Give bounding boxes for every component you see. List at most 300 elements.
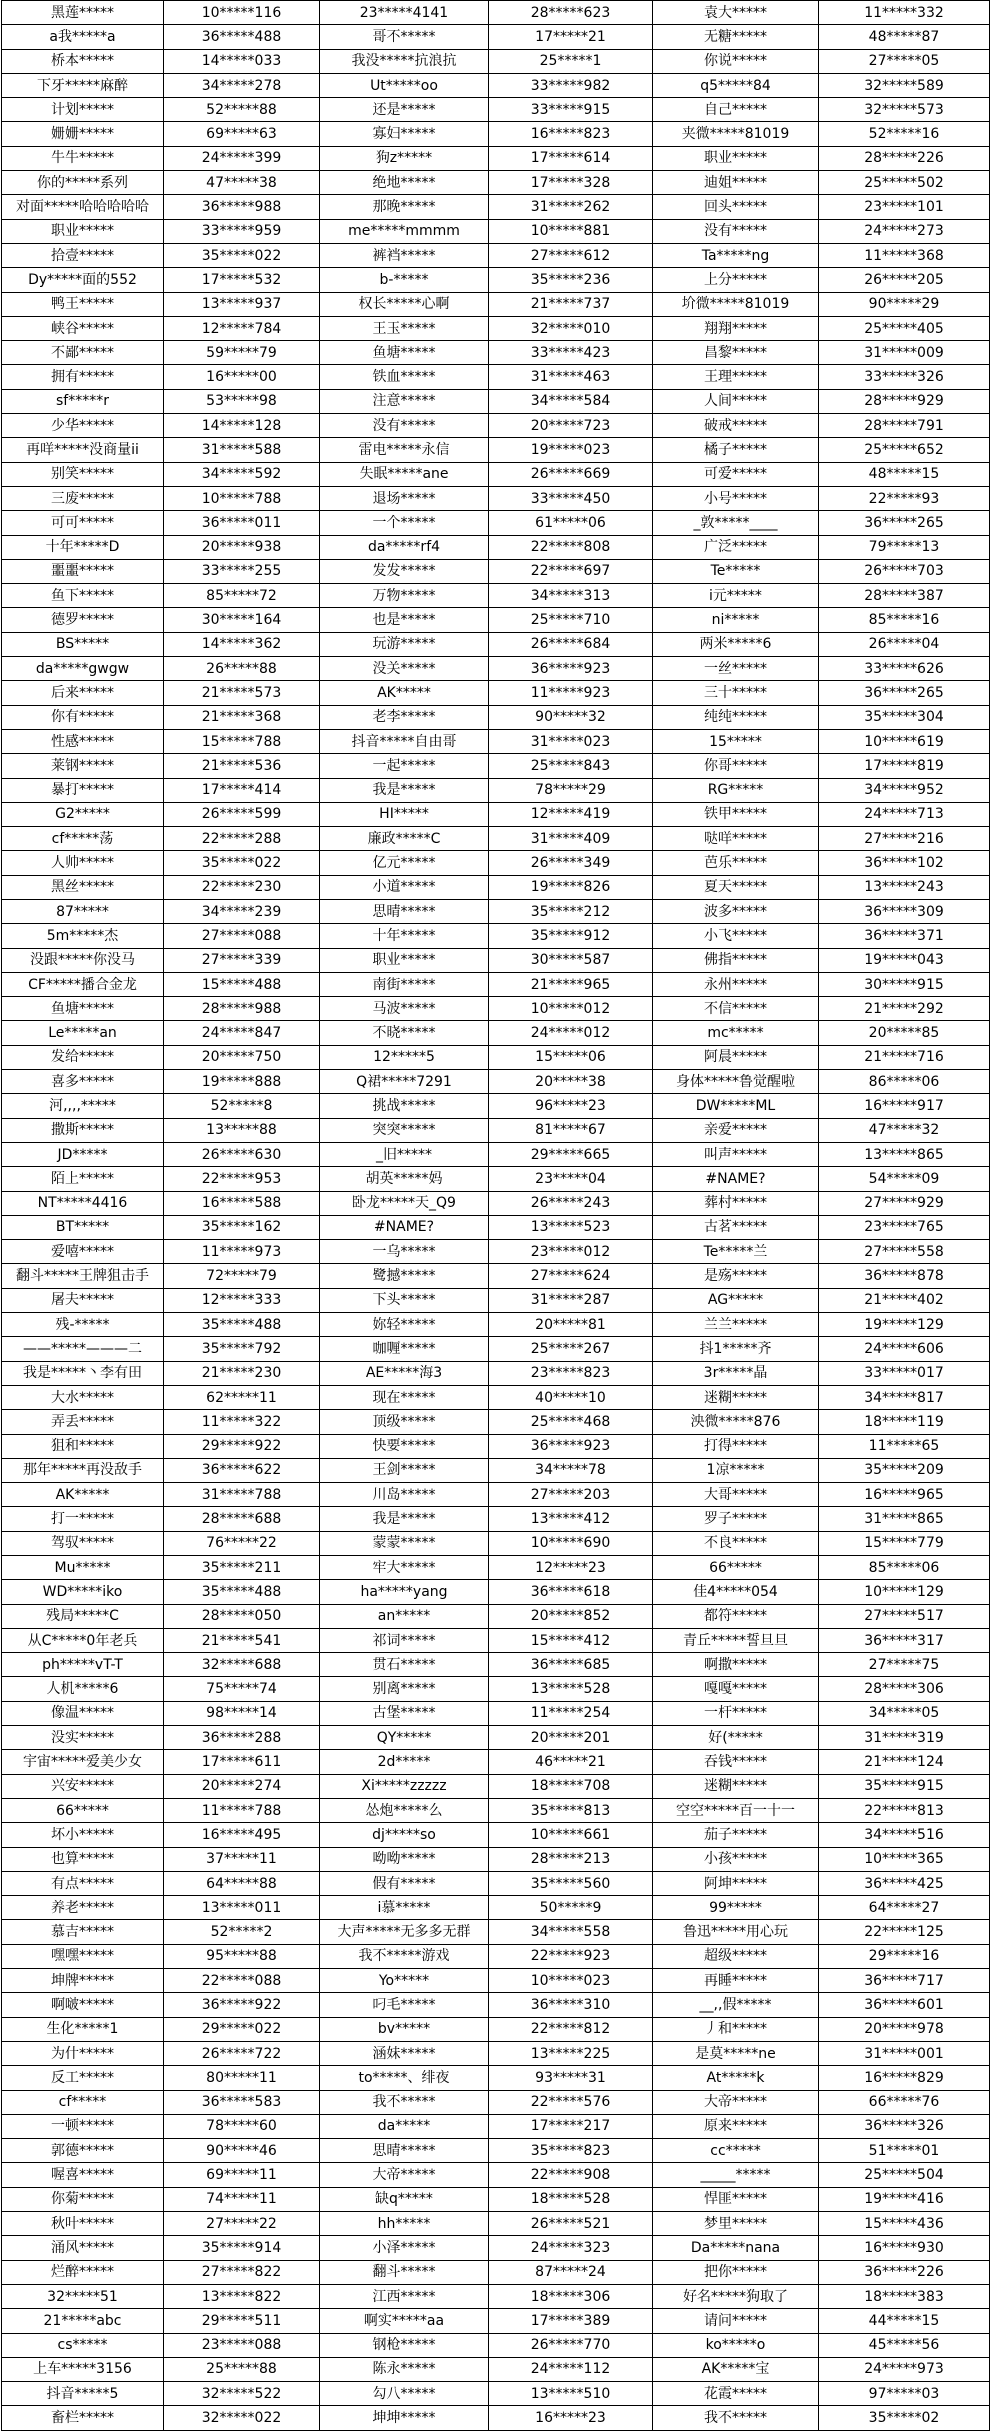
id-cell: 11*****332 bbox=[819, 1, 990, 25]
id-cell: 26*****88 bbox=[164, 657, 320, 681]
table-row bbox=[2, 608, 990, 632]
name-cell: 超级***** bbox=[653, 1944, 819, 1968]
id-cell: 52*****88 bbox=[164, 98, 320, 122]
id-cell: 28*****387 bbox=[819, 584, 990, 608]
id-cell: 24*****847 bbox=[164, 1021, 320, 1045]
table-row bbox=[2, 1118, 990, 1142]
id-cell: 18*****306 bbox=[489, 2284, 653, 2308]
name-cell: 可可***** bbox=[2, 511, 164, 535]
table-row bbox=[2, 49, 990, 73]
name-cell: 我不***** bbox=[320, 2090, 489, 2114]
table-row bbox=[2, 195, 990, 219]
name-cell: AK***** bbox=[2, 1483, 164, 1507]
name-cell: 慕吉***** bbox=[2, 1920, 164, 1944]
id-cell: 21*****541 bbox=[164, 1628, 320, 1652]
id-cell: 35*****914 bbox=[164, 2236, 320, 2260]
name-cell: 人机*****6 bbox=[2, 1677, 164, 1701]
name-cell: 喜多***** bbox=[2, 1070, 164, 1094]
table-row bbox=[2, 997, 990, 1021]
name-cell: 嘿嘿***** bbox=[2, 1944, 164, 1968]
name-cell: 梦里***** bbox=[653, 2212, 819, 2236]
name-cell: 妳轻***** bbox=[320, 1313, 489, 1337]
name-cell: i元***** bbox=[653, 584, 819, 608]
id-cell: 53*****98 bbox=[164, 389, 320, 413]
name-cell: 喔喜***** bbox=[2, 2163, 164, 2187]
id-cell: 31*****319 bbox=[819, 1726, 990, 1750]
name-cell: 迪姐***** bbox=[653, 171, 819, 195]
id-cell: 19*****023 bbox=[489, 438, 653, 462]
id-cell: 76*****22 bbox=[164, 1531, 320, 1555]
name-cell: 牢大***** bbox=[320, 1556, 489, 1580]
id-cell: 12*****23 bbox=[489, 1556, 653, 1580]
name-cell: hh***** bbox=[320, 2212, 489, 2236]
id-cell: 36*****310 bbox=[489, 1993, 653, 2017]
id-cell: 23*****012 bbox=[489, 1240, 653, 1264]
name-cell: 怂炮*****么 bbox=[320, 1798, 489, 1822]
id-cell: 21*****716 bbox=[819, 1045, 990, 1069]
id-cell: 34*****05 bbox=[819, 1701, 990, 1725]
id-cell: 22*****288 bbox=[164, 827, 320, 851]
table-row bbox=[2, 171, 990, 195]
name-cell: 身体*****鲁觉醒啦 bbox=[653, 1070, 819, 1094]
id-cell: 69*****11 bbox=[164, 2163, 320, 2187]
name-cell: 老李***** bbox=[320, 705, 489, 729]
id-cell: 22*****125 bbox=[819, 1920, 990, 1944]
name-cell: cf*****荡 bbox=[2, 827, 164, 851]
name-cell: Q裙*****7291 bbox=[320, 1070, 489, 1094]
id-cell: 16*****495 bbox=[164, 1823, 320, 1847]
id-cell: 33*****326 bbox=[819, 365, 990, 389]
table-row bbox=[2, 316, 990, 340]
id-cell: 30*****164 bbox=[164, 608, 320, 632]
table-row bbox=[2, 584, 990, 608]
name-cell: 郭德***** bbox=[2, 2139, 164, 2163]
id-cell: 32*****573 bbox=[819, 98, 990, 122]
table-row bbox=[2, 1896, 990, 1920]
name-cell: AK*****宝 bbox=[653, 2357, 819, 2381]
id-cell: 25*****267 bbox=[489, 1337, 653, 1361]
id-cell: 26*****684 bbox=[489, 632, 653, 656]
id-cell: 23*****088 bbox=[164, 2333, 320, 2357]
name-cell: 亿元***** bbox=[320, 851, 489, 875]
name-cell: 上车*****3156 bbox=[2, 2357, 164, 2381]
table-row bbox=[2, 1969, 990, 1993]
name-cell: 大帝***** bbox=[320, 2163, 489, 2187]
name-cell: 泱微*****876 bbox=[653, 1410, 819, 1434]
id-cell: 75*****74 bbox=[164, 1677, 320, 1701]
id-cell: 90*****32 bbox=[489, 705, 653, 729]
id-cell: 72*****79 bbox=[164, 1264, 320, 1288]
id-cell: 12*****333 bbox=[164, 1288, 320, 1312]
name-cell: AG***** bbox=[653, 1288, 819, 1312]
name-cell: 蒙蒙***** bbox=[320, 1531, 489, 1555]
name-cell: 古堡***** bbox=[320, 1701, 489, 1725]
name-cell: 为什***** bbox=[2, 2041, 164, 2065]
name-cell: 一丝***** bbox=[653, 657, 819, 681]
id-cell: 36*****923 bbox=[489, 1434, 653, 1458]
id-cell: 35*****211 bbox=[164, 1556, 320, 1580]
table-row bbox=[2, 1507, 990, 1531]
name-cell: 小泽***** bbox=[320, 2236, 489, 2260]
name-cell: 吞钱***** bbox=[653, 1750, 819, 1774]
table-row bbox=[2, 438, 990, 462]
id-cell: 28*****623 bbox=[489, 1, 653, 25]
id-cell: 11*****368 bbox=[819, 243, 990, 267]
table-row bbox=[2, 2090, 990, 2114]
table-row bbox=[2, 2017, 990, 2041]
id-cell: 20*****938 bbox=[164, 535, 320, 559]
name-cell: _敦*****____ bbox=[653, 511, 819, 535]
name-cell: 我不*****游戏 bbox=[320, 1944, 489, 1968]
name-cell: 注意***** bbox=[320, 389, 489, 413]
name-cell: BS***** bbox=[2, 632, 164, 656]
name-cell: 噩噩***** bbox=[2, 559, 164, 583]
name-cell: 阿坤***** bbox=[653, 1871, 819, 1895]
id-cell: 25*****502 bbox=[819, 171, 990, 195]
id-cell: 14*****128 bbox=[164, 414, 320, 438]
name-cell: 花霞***** bbox=[653, 2382, 819, 2406]
name-cell: 狙和***** bbox=[2, 1434, 164, 1458]
id-cell: 36*****622 bbox=[164, 1458, 320, 1482]
table-row bbox=[2, 972, 990, 996]
id-cell: 21*****402 bbox=[819, 1288, 990, 1312]
table-row bbox=[2, 511, 990, 535]
name-cell: 66***** bbox=[653, 1556, 819, 1580]
table-row bbox=[2, 414, 990, 438]
name-cell: 后来***** bbox=[2, 681, 164, 705]
id-cell: 24*****273 bbox=[819, 219, 990, 243]
id-cell: 26*****243 bbox=[489, 1191, 653, 1215]
name-cell: 再咩*****没商量ii bbox=[2, 438, 164, 462]
id-cell: 27*****22 bbox=[164, 2212, 320, 2236]
id-cell: 15*****488 bbox=[164, 972, 320, 996]
id-cell: 47*****32 bbox=[819, 1118, 990, 1142]
name-cell: HI***** bbox=[320, 802, 489, 826]
name-cell: 对面*****哈哈哈哈哈 bbox=[2, 195, 164, 219]
id-cell: 17*****389 bbox=[489, 2309, 653, 2333]
id-cell: 33*****423 bbox=[489, 341, 653, 365]
id-cell: 18*****383 bbox=[819, 2284, 990, 2308]
id-cell: 20*****852 bbox=[489, 1604, 653, 1628]
name-cell: 把你***** bbox=[653, 2260, 819, 2284]
id-cell: 95*****88 bbox=[164, 1944, 320, 1968]
name-cell: 坤坤***** bbox=[320, 2406, 489, 2430]
name-cell: 畜栏***** bbox=[2, 2406, 164, 2430]
id-cell: 27*****088 bbox=[164, 924, 320, 948]
name-cell: 残局*****C bbox=[2, 1604, 164, 1628]
name-cell: 大声*****无多多无群 bbox=[320, 1920, 489, 1944]
id-cell: 64*****27 bbox=[819, 1896, 990, 1920]
id-cell: 34*****78 bbox=[489, 1458, 653, 1482]
id-cell: 34*****516 bbox=[819, 1823, 990, 1847]
id-cell: 27*****929 bbox=[819, 1191, 990, 1215]
name-cell: 啊实*****aa bbox=[320, 2309, 489, 2333]
name-cell: 拥有***** bbox=[2, 365, 164, 389]
name-cell: 鸭王***** bbox=[2, 292, 164, 316]
name-cell: NT*****4416 bbox=[2, 1191, 164, 1215]
name-cell: 残-***** bbox=[2, 1313, 164, 1337]
id-cell: 22*****813 bbox=[819, 1798, 990, 1822]
name-cell: _旧***** bbox=[320, 1142, 489, 1166]
name-cell: 破戒***** bbox=[653, 414, 819, 438]
name-cell: #NAME? bbox=[320, 1215, 489, 1239]
name-cell: Da*****nana bbox=[653, 2236, 819, 2260]
name-cell: 87***** bbox=[2, 899, 164, 923]
name-cell: 翻斗*****王牌狙击手 bbox=[2, 1264, 164, 1288]
name-cell: 99***** bbox=[653, 1896, 819, 1920]
name-cell: 迷糊***** bbox=[653, 1774, 819, 1798]
name-cell: 思晴***** bbox=[320, 2139, 489, 2163]
table-row bbox=[2, 268, 990, 292]
player-table bbox=[1, 0, 990, 2431]
id-cell: 27*****203 bbox=[489, 1483, 653, 1507]
id-cell: 33*****915 bbox=[489, 98, 653, 122]
id-cell: 36*****226 bbox=[819, 2260, 990, 2284]
name-cell: 峡谷***** bbox=[2, 316, 164, 340]
table-row bbox=[2, 2139, 990, 2163]
table-row bbox=[2, 1337, 990, 1361]
player-table-body bbox=[2, 1, 990, 2431]
id-cell: 35*****02 bbox=[819, 2406, 990, 2430]
name-cell: 莱钢***** bbox=[2, 754, 164, 778]
name-cell: 烂醉***** bbox=[2, 2260, 164, 2284]
id-cell: 24*****323 bbox=[489, 2236, 653, 2260]
id-cell: 31*****262 bbox=[489, 195, 653, 219]
id-cell: 80*****11 bbox=[164, 2066, 320, 2090]
name-cell: 哥不***** bbox=[320, 25, 489, 49]
id-cell: 17*****532 bbox=[164, 268, 320, 292]
id-cell: 32*****688 bbox=[164, 1653, 320, 1677]
id-cell: 36*****265 bbox=[819, 681, 990, 705]
id-cell: 27*****339 bbox=[164, 948, 320, 972]
name-cell: 小孩***** bbox=[653, 1847, 819, 1871]
id-cell: 10*****023 bbox=[489, 1969, 653, 1993]
id-cell: 24*****606 bbox=[819, 1337, 990, 1361]
table-row bbox=[2, 1604, 990, 1628]
id-cell: 19*****129 bbox=[819, 1313, 990, 1337]
id-cell: 31*****001 bbox=[819, 2041, 990, 2065]
name-cell: q5*****84 bbox=[653, 73, 819, 97]
id-cell: 37*****11 bbox=[164, 1847, 320, 1871]
name-cell: 有点***** bbox=[2, 1871, 164, 1895]
id-cell: 69*****63 bbox=[164, 122, 320, 146]
id-cell: 36*****488 bbox=[164, 25, 320, 49]
table-row bbox=[2, 1434, 990, 1458]
name-cell: 小飞***** bbox=[653, 924, 819, 948]
name-cell: 勾八***** bbox=[320, 2382, 489, 2406]
id-cell: 21*****230 bbox=[164, 1361, 320, 1385]
id-cell: 35*****915 bbox=[819, 1774, 990, 1798]
name-cell: 鹭撼***** bbox=[320, 1264, 489, 1288]
name-cell: ko*****o bbox=[653, 2333, 819, 2357]
id-cell: 22*****808 bbox=[489, 535, 653, 559]
id-cell: 12*****784 bbox=[164, 316, 320, 340]
table-row bbox=[2, 754, 990, 778]
id-cell: 17*****611 bbox=[164, 1750, 320, 1774]
id-cell: 86*****06 bbox=[819, 1070, 990, 1094]
id-cell: 31*****287 bbox=[489, 1288, 653, 1312]
name-cell: 十年***** bbox=[320, 924, 489, 948]
table-row bbox=[2, 2041, 990, 2065]
name-cell: Ta*****ng bbox=[653, 243, 819, 267]
id-cell: 20*****274 bbox=[164, 1774, 320, 1798]
name-cell: 一起***** bbox=[320, 754, 489, 778]
name-cell: 失眠*****ane bbox=[320, 462, 489, 486]
name-cell: a我*****a bbox=[2, 25, 164, 49]
name-cell: 叫声***** bbox=[653, 1142, 819, 1166]
id-cell: 52*****16 bbox=[819, 122, 990, 146]
name-cell: 钢枪***** bbox=[320, 2333, 489, 2357]
name-cell: 鲁迅*****用心玩 bbox=[653, 1920, 819, 1944]
name-cell: 小道***** bbox=[320, 875, 489, 899]
name-cell: _____***** bbox=[653, 2163, 819, 2187]
name-cell: 宇宙*****爱美少女 bbox=[2, 1750, 164, 1774]
name-cell: 没有***** bbox=[320, 414, 489, 438]
name-cell: 王理***** bbox=[653, 365, 819, 389]
id-cell: 11*****322 bbox=[164, 1410, 320, 1434]
name-cell: 没关***** bbox=[320, 657, 489, 681]
name-cell: cc***** bbox=[653, 2139, 819, 2163]
name-cell: BT***** bbox=[2, 1215, 164, 1239]
name-cell: 叼毛***** bbox=[320, 1993, 489, 2017]
name-cell: 嘎嘎***** bbox=[653, 1677, 819, 1701]
id-cell: 32*****589 bbox=[819, 73, 990, 97]
name-cell: 别离***** bbox=[320, 1677, 489, 1701]
name-cell: 我是***** bbox=[320, 1507, 489, 1531]
id-cell: 29*****16 bbox=[819, 1944, 990, 1968]
name-cell: 2d***** bbox=[320, 1750, 489, 1774]
name-cell: 少华***** bbox=[2, 414, 164, 438]
id-cell: 15*****06 bbox=[489, 1045, 653, 1069]
name-cell: 挑战***** bbox=[320, 1094, 489, 1118]
id-cell: 11*****788 bbox=[164, 1798, 320, 1822]
id-cell: 20*****85 bbox=[819, 1021, 990, 1045]
id-cell: 22*****230 bbox=[164, 875, 320, 899]
name-cell: 大帝***** bbox=[653, 2090, 819, 2114]
id-cell: 96*****23 bbox=[489, 1094, 653, 1118]
table-row bbox=[2, 778, 990, 802]
name-cell: 坤牌***** bbox=[2, 1969, 164, 1993]
name-cell: 再睡***** bbox=[653, 1969, 819, 1993]
id-cell: 10*****690 bbox=[489, 1531, 653, 1555]
name-cell: 翔翔***** bbox=[653, 316, 819, 340]
table-row bbox=[2, 292, 990, 316]
id-cell: 35*****813 bbox=[489, 1798, 653, 1822]
table-row bbox=[2, 1531, 990, 1555]
name-cell: 咖喱***** bbox=[320, 1337, 489, 1361]
table-row bbox=[2, 243, 990, 267]
id-cell: 22*****697 bbox=[489, 559, 653, 583]
id-cell: 36*****685 bbox=[489, 1653, 653, 1677]
id-cell: 46*****21 bbox=[489, 1750, 653, 1774]
id-cell: 14*****362 bbox=[164, 632, 320, 656]
table-row bbox=[2, 1701, 990, 1725]
table-row bbox=[2, 2357, 990, 2381]
name-cell: cs***** bbox=[2, 2333, 164, 2357]
table-row bbox=[2, 1094, 990, 1118]
id-cell: 20*****978 bbox=[819, 2017, 990, 2041]
name-cell: 空空*****百一十一 bbox=[653, 1798, 819, 1822]
name-cell: 别笑***** bbox=[2, 462, 164, 486]
id-cell: 45*****56 bbox=[819, 2333, 990, 2357]
table-row bbox=[2, 632, 990, 656]
id-cell: 35*****022 bbox=[164, 243, 320, 267]
id-cell: 36*****265 bbox=[819, 511, 990, 535]
name-cell: 贯石***** bbox=[320, 1653, 489, 1677]
id-cell: 31*****463 bbox=[489, 365, 653, 389]
id-cell: 27*****558 bbox=[819, 1240, 990, 1264]
id-cell: 16*****588 bbox=[164, 1191, 320, 1215]
id-cell: 44*****15 bbox=[819, 2309, 990, 2333]
name-cell: 你说***** bbox=[653, 49, 819, 73]
id-cell: 33*****959 bbox=[164, 219, 320, 243]
id-cell: 15*****436 bbox=[819, 2212, 990, 2236]
name-cell: 上分***** bbox=[653, 268, 819, 292]
table-row bbox=[2, 219, 990, 243]
name-cell: 坏小***** bbox=[2, 1823, 164, 1847]
id-cell: 78*****29 bbox=[489, 778, 653, 802]
table-row bbox=[2, 2212, 990, 2236]
name-cell: 不晓***** bbox=[320, 1021, 489, 1045]
name-cell: 陌上***** bbox=[2, 1167, 164, 1191]
id-cell: 16*****917 bbox=[819, 1094, 990, 1118]
id-cell: 13*****88 bbox=[164, 1118, 320, 1142]
id-cell: 10*****012 bbox=[489, 997, 653, 1021]
id-cell: 35*****209 bbox=[819, 1458, 990, 1482]
name-cell: 退场***** bbox=[320, 486, 489, 510]
id-cell: 36*****371 bbox=[819, 924, 990, 948]
id-cell: 28*****213 bbox=[489, 1847, 653, 1871]
table-row bbox=[2, 802, 990, 826]
id-cell: 35*****212 bbox=[489, 899, 653, 923]
name-cell: 江西***** bbox=[320, 2284, 489, 2308]
id-cell: 27*****75 bbox=[819, 1653, 990, 1677]
name-cell: 鱼下***** bbox=[2, 584, 164, 608]
id-cell: 26*****669 bbox=[489, 462, 653, 486]
id-cell: 13*****523 bbox=[489, 1215, 653, 1239]
table-row bbox=[2, 1045, 990, 1069]
id-cell: 24*****112 bbox=[489, 2357, 653, 2381]
id-cell: 35*****823 bbox=[489, 2139, 653, 2163]
name-cell: Te*****兰 bbox=[653, 1240, 819, 1264]
id-cell: 21*****965 bbox=[489, 972, 653, 996]
name-cell: 生化*****1 bbox=[2, 2017, 164, 2041]
table-row bbox=[2, 341, 990, 365]
id-cell: 27*****216 bbox=[819, 827, 990, 851]
id-cell: 35*****022 bbox=[164, 851, 320, 875]
name-cell: 驾驭***** bbox=[2, 1531, 164, 1555]
id-cell: 35*****488 bbox=[164, 1313, 320, 1337]
id-cell: 27*****624 bbox=[489, 1264, 653, 1288]
id-cell: 15*****788 bbox=[164, 729, 320, 753]
id-cell: 13*****510 bbox=[489, 2382, 653, 2406]
id-cell: 31*****023 bbox=[489, 729, 653, 753]
name-cell: 没实***** bbox=[2, 1726, 164, 1750]
table-row bbox=[2, 705, 990, 729]
id-cell: 36*****618 bbox=[489, 1580, 653, 1604]
name-cell: 一顿***** bbox=[2, 2114, 164, 2138]
name-cell: 桥本***** bbox=[2, 49, 164, 73]
id-cell: 52*****2 bbox=[164, 1920, 320, 1944]
id-cell: 27*****517 bbox=[819, 1604, 990, 1628]
id-cell: 10*****661 bbox=[489, 1823, 653, 1847]
id-cell: 26*****205 bbox=[819, 268, 990, 292]
id-cell: 10*****788 bbox=[164, 486, 320, 510]
name-cell: 鱼塘***** bbox=[320, 341, 489, 365]
name-cell: 一个***** bbox=[320, 511, 489, 535]
name-cell: 66***** bbox=[2, 1798, 164, 1822]
table-row bbox=[2, 389, 990, 413]
